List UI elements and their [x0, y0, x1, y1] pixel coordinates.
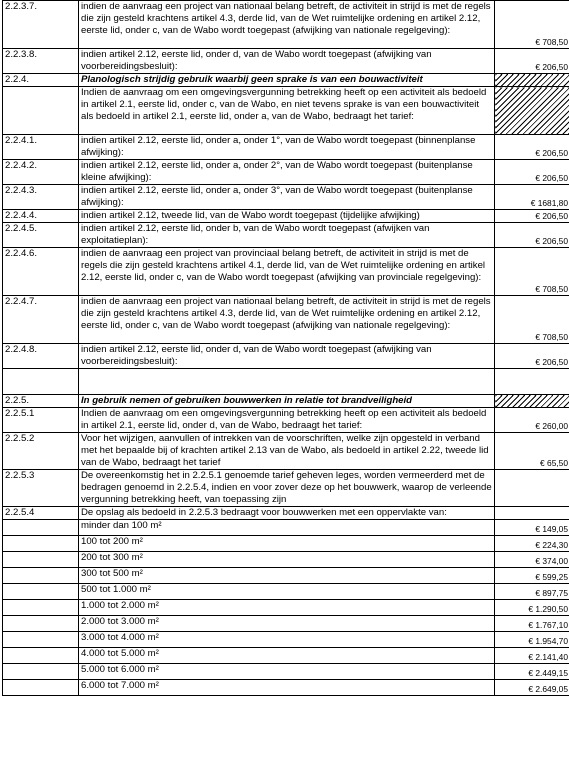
tariff-description: 300 tot 500 m² — [79, 568, 495, 584]
article-number: 2.2.5. — [3, 395, 79, 408]
surcharge-tier-row — [3, 632, 569, 648]
hatched-cell — [495, 395, 569, 408]
tariff-row — [3, 135, 569, 160]
tariff-description: Indien de aanvraag om een omgevingsvergunning betrekking heeft op een activiteit als bedoeld in artikel 2.1, eerste lid, onder c, van de Wabo, en niet tevens sprake is van een bouwactiviteit als bedoeld in artikel 2.1, eerste lid, onder a, van de Wabo, bedraagt het tarief: — [79, 87, 495, 135]
tariff-amount: € 206,50 — [495, 344, 569, 369]
surcharge-tier-row — [3, 616, 569, 632]
surcharge-tier-row — [3, 584, 569, 600]
article-number — [3, 536, 79, 552]
tariff-description: indien artikel 2.12, eerste lid, onder a, onder 1°, van de Wabo wordt toegepast (binnenplanse afwijking): — [79, 135, 495, 160]
tariff-description: indien de aanvraag een project van nationaal belang betreft, de activiteit in strijd is met de regels die zijn gesteld krachtens artikel 4.3, derde lid, van de Wet ruimtelijke ordening en artikel 2.12, eerste lid, onder c, van de Wabo wordt toegepast (afwijking van nationale regelgeving): — [79, 296, 495, 344]
tariff-row — [3, 210, 569, 223]
tariff-amount: € 708,50 — [495, 248, 569, 296]
tariff-description: De overeenkomstig het in 2.2.5.1 genoemde tarief geheven leges, worden vermeerderd met de bedragen genoemd in 2.2.5.4, indien en voor zover deze op het bouwwerk, waarop de verleende vergunning betrekking heeft, van toepassing zijn — [79, 470, 495, 507]
tariff-amount: € 224,30 — [495, 536, 569, 552]
tariff-description: indien artikel 2.12, tweede lid, van de Wabo wordt toegepast (tijdelijke afwijking) — [79, 210, 495, 223]
tariff-amount: € 206,50 — [495, 210, 569, 223]
hatched-cell — [495, 87, 569, 135]
article-number — [3, 648, 79, 664]
tariff-amount: € 260,00 — [495, 408, 569, 433]
article-number — [3, 616, 79, 632]
tariff-description: indien artikel 2.12, eerste lid, onder a, onder 3°, van de Wabo wordt toegepast (buitenplanse afwijking): — [79, 185, 495, 210]
tariff-description: 500 tot 1.000 m² — [79, 584, 495, 600]
tariff-row — [3, 296, 569, 344]
article-number: 2.2.5.3 — [3, 470, 79, 507]
tariff-row — [3, 160, 569, 185]
article-number — [3, 369, 79, 395]
section-heading: In gebruik nemen of gebruiken bouwwerken in relatie tot brandveiligheid — [79, 395, 495, 408]
article-number — [3, 87, 79, 135]
tariff-row — [3, 1, 569, 49]
tariff-amount: € 1.767,10 — [495, 616, 569, 632]
tariff-amount: € 708,50 — [495, 296, 569, 344]
surcharge-tier-row — [3, 536, 569, 552]
tariff-table-body — [3, 1, 569, 696]
article-number: 2.2.5.4 — [3, 507, 79, 520]
article-number — [3, 680, 79, 696]
article-number: 2.2.4.4. — [3, 210, 79, 223]
tariff-description — [79, 369, 495, 395]
tariff-row — [3, 433, 569, 470]
tariff-amount: € 206,50 — [495, 135, 569, 160]
section-heading-row — [3, 74, 569, 87]
article-number: 2.2.4.6. — [3, 248, 79, 296]
tariff-amount — [495, 507, 569, 520]
tariff-row — [3, 369, 569, 395]
tariff-amount: € 897,75 — [495, 584, 569, 600]
tariff-row — [3, 248, 569, 296]
article-number: 2.2.3.7. — [3, 1, 79, 49]
tariff-amount — [495, 470, 569, 507]
article-number: 2.2.4. — [3, 74, 79, 87]
tariff-amount: € 708,50 — [495, 1, 569, 49]
article-number: 2.2.4.7. — [3, 296, 79, 344]
tariff-description: 4.000 tot 5.000 m² — [79, 648, 495, 664]
tariff-amount: € 206,50 — [495, 160, 569, 185]
tariff-amount: € 206,50 — [495, 49, 569, 74]
tariff-amount: € 2.141,40 — [495, 648, 569, 664]
tariff-description: minder dan 100 m² — [79, 520, 495, 536]
hatched-cell — [495, 74, 569, 87]
tariff-amount: € 599,25 — [495, 568, 569, 584]
tariff-row — [3, 408, 569, 433]
surcharge-tier-row — [3, 520, 569, 536]
article-number: 2.2.5.1 — [3, 408, 79, 433]
tariff-description: 5.000 tot 6.000 m² — [79, 664, 495, 680]
article-number: 2.2.4.2. — [3, 160, 79, 185]
tariff-table — [2, 0, 569, 696]
article-number — [3, 552, 79, 568]
tariff-amount: € 149,05 — [495, 520, 569, 536]
tariff-description: indien artikel 2.12, eerste lid, onder d, van de Wabo wordt toegepast (afwijking van voorbereidingsbesluit): — [79, 344, 495, 369]
article-number — [3, 600, 79, 616]
article-number: 2.2.4.8. — [3, 344, 79, 369]
tariff-row — [3, 507, 569, 520]
tariff-description: 6.000 tot 7.000 m² — [79, 680, 495, 696]
tariff-amount: € 2.649,05 — [495, 680, 569, 696]
tariff-description: indien de aanvraag een project van provinciaal belang betreft, de activiteit in strijd is met de regels die zijn gesteld krachtens artikel 4.1, derde lid, van de Wet ruimtelijke ordening en artikel 2.12, eerste lid, onder c, van de Wabo wordt toegepast (afwijking van provinciale regelgeving): — [79, 248, 495, 296]
tariff-document — [2, 0, 567, 696]
tariff-description: 3.000 tot 4.000 m² — [79, 632, 495, 648]
tariff-amount: € 206,50 — [495, 223, 569, 248]
tariff-amount: € 1681,80 — [495, 185, 569, 210]
tariff-amount — [495, 369, 569, 395]
tariff-amount: € 2.449,15 — [495, 664, 569, 680]
article-number: 2.2.3.8. — [3, 49, 79, 74]
tariff-description: 2.000 tot 3.000 m² — [79, 616, 495, 632]
tariff-amount: € 65,50 — [495, 433, 569, 470]
surcharge-tier-row — [3, 680, 569, 696]
tariff-description: 1.000 tot 2.000 m² — [79, 600, 495, 616]
tariff-description: indien de aanvraag een project van nationaal belang betreft, de activiteit in strijd is met de regels die zijn gesteld krachtens artikel 4.3, derde lid, van de Wet ruimtelijke ordening en artikel 2.12, eerste lid, onder c, van de Wabo wordt toegepast (afwijking van nationale regelgeving): — [79, 1, 495, 49]
article-number: 2.2.4.5. — [3, 223, 79, 248]
tariff-description: Voor het wijzigen, aanvullen of intrekken van de voorschriften, welke zijn opgesteld in verband met het bepaalde bij of krachten artikel 2.13 van de Wabo, als bedoeld in artikel 2.22, tweede lid van de Wabo, bedraagt het tarief — [79, 433, 495, 470]
article-number — [3, 520, 79, 536]
tariff-row — [3, 344, 569, 369]
tariff-row — [3, 185, 569, 210]
tariff-row — [3, 223, 569, 248]
tariff-amount: € 374,00 — [495, 552, 569, 568]
surcharge-tier-row — [3, 648, 569, 664]
surcharge-tier-row — [3, 568, 569, 584]
tariff-description: indien artikel 2.12, eerste lid, onder d, van de Wabo wordt toegepast (afwijking van voorbereidingsbesluit): — [79, 49, 495, 74]
surcharge-tier-row — [3, 664, 569, 680]
tariff-description: indien artikel 2.12, eerste lid, onder a, onder 2°, van de Wabo wordt toegepast (buitenplanse kleine afwijking): — [79, 160, 495, 185]
section-heading: Planologisch strijdig gebruik waarbij geen sprake is van een bouwactiviteit — [79, 74, 495, 87]
section-heading-row — [3, 395, 569, 408]
tariff-description: De opslag als bedoeld in 2.2.5.3 bedraagt voor bouwwerken met een oppervlakte van: — [79, 507, 495, 520]
tariff-description: 100 tot 200 m² — [79, 536, 495, 552]
tariff-amount: € 1.954,70 — [495, 632, 569, 648]
tariff-description: Indien de aanvraag om een omgevingsvergunning betrekking heeft op een activiteit als bedoeld in artikel 2.1, eerste lid, onder d, van de Wabo, bedraagt het tarief: — [79, 408, 495, 433]
article-number — [3, 584, 79, 600]
article-number — [3, 568, 79, 584]
surcharge-tier-row — [3, 552, 569, 568]
article-number: 2.2.4.1. — [3, 135, 79, 160]
tariff-description: indien artikel 2.12, eerste lid, onder b, van de Wabo wordt toegepast (afwijken van exploitatieplan): — [79, 223, 495, 248]
article-number — [3, 632, 79, 648]
tariff-row — [3, 49, 569, 74]
article-number: 2.2.4.3. — [3, 185, 79, 210]
article-number — [3, 664, 79, 680]
tariff-description: 200 tot 300 m² — [79, 552, 495, 568]
tariff-row — [3, 87, 569, 135]
tariff-amount: € 1.290,50 — [495, 600, 569, 616]
tariff-row — [3, 470, 569, 507]
surcharge-tier-row — [3, 600, 569, 616]
article-number: 2.2.5.2 — [3, 433, 79, 470]
